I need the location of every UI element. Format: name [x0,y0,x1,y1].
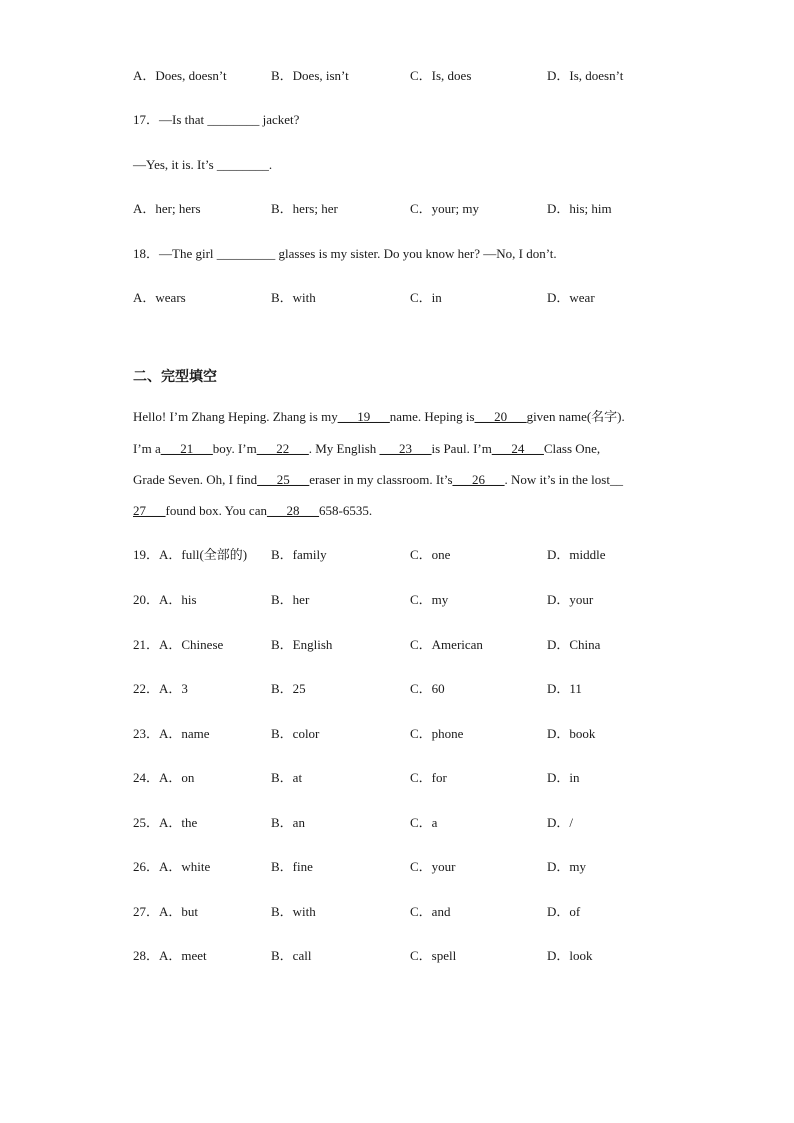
q26-option-d: D．my [547,859,587,874]
q23-option-b: B．color [271,726,320,741]
blank-22: ___22___ [256,441,309,456]
passage-line-4 [133,501,372,521]
q20-option-a: 20．A．his [133,592,197,607]
passage-text: . Now it’s in the lost__ [504,472,623,487]
q27-option-a: 27．A．but [133,904,199,919]
q24-option-a: 24．A．on [133,770,195,785]
q16-options [133,66,673,86]
passage-text: name. Heping is [389,409,475,424]
q18-option-d: D．wear [547,290,595,305]
q23-option-c: C．phone [410,726,464,741]
q18-options [133,288,673,308]
q26-option-b: B．fine [271,859,313,874]
q25-option-b: B．an [271,815,305,830]
q19-option-c: C．one [410,547,451,562]
q21-options [133,635,673,655]
q27-option-d: D．of [547,904,581,919]
section-title: 二、完型填空 [133,369,217,385]
q26-option-a: 26．A．white [133,859,211,874]
q24-option-b: B．at [271,770,303,785]
passage-text: . My English [308,441,380,456]
q26-option-c: C．your [410,859,456,874]
passage-line-1 [133,407,625,427]
blank-19: ___19___ [337,409,390,424]
passage-text: Hello! I’m Zhang Heping. Zhang is my [133,409,338,424]
q17-option-a: A．her; hers [133,201,201,216]
q21-option-d: D．China [547,637,601,652]
q19-option-d: D．middle [547,547,606,562]
q23-option-a: 23．A．name [133,726,210,741]
q22-option-c: C．60 [410,681,445,696]
q25-options [133,813,673,833]
passage-text: boy. I’m [212,441,257,456]
passage-text: eraser in my classroom. It’s [309,472,453,487]
q26-options [133,857,673,877]
q19-option-b: B．family [271,547,327,562]
q20-option-b: B．her [271,592,310,607]
q28-options [133,946,673,966]
passage-line-3 [133,470,623,490]
q17-option-c: C．your; my [410,201,479,216]
q20-option-c: C．my [410,592,449,607]
passage-text: is Paul. I’m [431,441,492,456]
q23-option-d: D．book [547,726,596,741]
q16-option-b: B．Does, isn’t [271,68,349,83]
q21-option-a: 21．A．Chinese [133,637,224,652]
passage-line-2 [133,439,600,459]
passage-text: 658-6535. [318,503,373,518]
blank-25: ___25___ [257,472,310,487]
q25-option-d: D．/ [547,815,574,830]
blank-27: 27___ [133,503,166,518]
q19-option-a: 19．A．full(全部的) [133,547,248,562]
passage-text: I’m a [133,441,161,456]
q17-option-b: B．hers; her [271,201,338,216]
q18-option-a: A．wears [133,290,186,305]
passage-text: Class One, [543,441,601,456]
q24-option-d: D．in [547,770,580,785]
blank-23: ___23___ [379,441,432,456]
q28-option-a: 28．A．meet [133,948,207,963]
q16-option-d: D．Is, doesn’t [547,68,624,83]
q28-option-d: D．look [547,948,593,963]
q18-stem: 18．—The girl _________ glasses is my sister. Do you know her? —No, I don’t. [133,246,557,261]
q25-option-a: 25．A．the [133,815,198,830]
q22-options [133,679,673,699]
blank-24: ___24___ [491,441,544,456]
q27-options [133,902,673,922]
q17-stem: 17．—Is that ________ jacket? [133,112,300,127]
q22-option-a: 22．A．3 [133,681,188,696]
q22-option-b: B．25 [271,681,306,696]
q16-option-a: A．Does, doesn’t [133,68,227,83]
passage-text: Grade Seven. Oh, I find [133,472,258,487]
q28-option-b: B．call [271,948,312,963]
q17-answer-line: —Yes, it is. It’s ________. [133,157,273,172]
q23-options [133,724,673,744]
q28-option-c: C．spell [410,948,457,963]
q20-option-d: D．your [547,592,594,607]
q16-option-c: C．Is, does [410,68,472,83]
blank-20: ___20___ [474,409,527,424]
q22-option-d: D．11 [547,681,582,696]
q27-option-c: C．and [410,904,451,919]
q24-options [133,768,673,788]
blank-26: ___26___ [452,472,505,487]
q21-option-b: B．English [271,637,333,652]
q17-options [133,199,673,219]
q20-options [133,590,673,610]
q24-option-c: C．for [410,770,447,785]
q19-options [133,545,673,565]
blank-21: ___21___ [160,441,213,456]
q21-option-c: C．American [410,637,483,652]
q17-option-d: D．his; him [547,201,612,216]
q25-option-c: C．a [410,815,438,830]
q18-option-b: B．with [271,290,316,305]
q27-option-b: B．with [271,904,316,919]
q18-option-c: C．in [410,290,442,305]
passage-text: found box. You can [165,503,267,518]
blank-28: ___28___ [266,503,319,518]
passage-text: given name(名字). [526,409,625,424]
